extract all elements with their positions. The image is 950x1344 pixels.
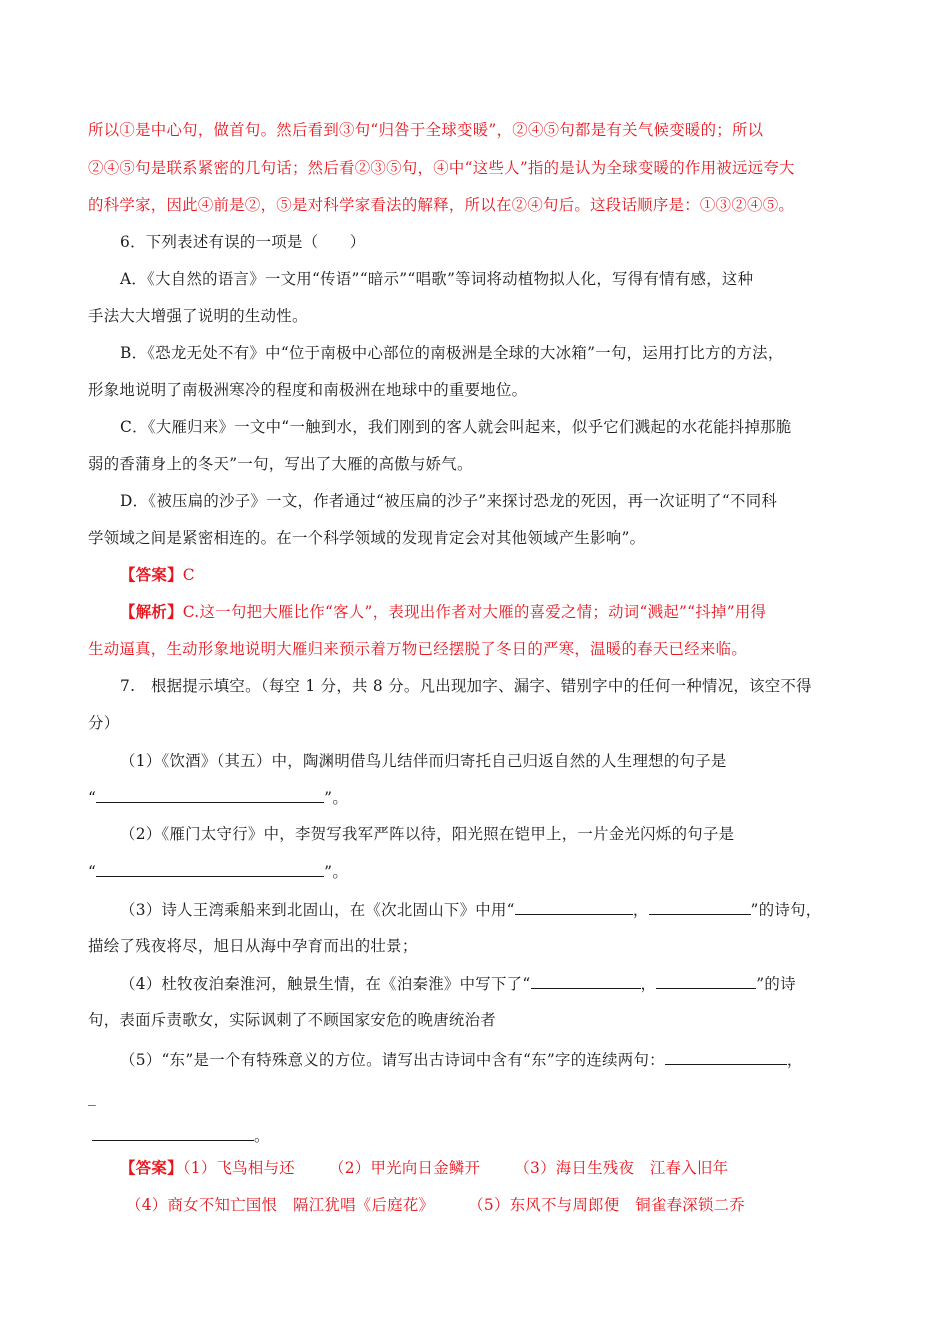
answer-5: （5）东风不与周郎便 铜雀春深锁二乔 — [468, 1196, 746, 1214]
q7-item-1-blank-line: “ ”。 — [88, 786, 862, 809]
q6-option-d: D．《被压扁的沙子》一文，作者通过“被压扁的沙子”来探讨恐龙的死因，再一次证明了“不同科 — [120, 492, 778, 510]
q7-stem-cont: 分） — [88, 714, 120, 732]
analysis-text: C.这一句把大雁比作“客人”，表现出作者对大雁的喜爱之情；动词“溅起”“抖掉”用得 — [182, 603, 767, 621]
answer-tag: 【答案】 — [120, 566, 183, 584]
q7-item-2-blank-line: “ ”。 — [88, 860, 862, 883]
q5-analysis-line: ②④⑤句是联系紧密的几句话；然后看②③⑤句，④中“这些人”指的是认为全球变暖的作用被远远夸大 — [88, 159, 795, 177]
q5-analysis-line: 所以①是中心句，做首句。然后看到③句“归咎于全球变暖”，②④⑤句都是有关气候变暖的；所以 — [88, 121, 764, 139]
q6-option-c-cont: 弱的香蒲身上的冬天”一句，写出了大雁的高傲与娇气。 — [88, 455, 473, 473]
q7-answer — [120, 1157, 862, 1179]
q6-analysis-cont: 生动逼真，生动形象地说明大雁归来预示着万物已经摆脱了冬日的严寒，温暖的春天已经来临。 — [88, 640, 748, 658]
fill-blank[interactable] — [96, 860, 324, 877]
q6-stem: 6．下列表述有误的一项是（ ） — [120, 233, 366, 251]
fill-blank[interactable] — [96, 786, 324, 803]
q6-option-d-cont: 学领域之间是紧密相连的。在一个科学领域的发现肯定会对其他领域产生影响”。 — [88, 529, 646, 547]
q6-option-b-cont: 形象地说明了南极洲寒冷的程度和南极洲在地球中的重要地位。 — [88, 381, 528, 399]
answer-3: （3）海日生残夜 江春入旧年 — [514, 1159, 729, 1177]
answer-1: （1）飞鸟相与还 — [182, 1159, 295, 1177]
q6-option-c: C．《大雁归来》一文中“一触到水，我们刚到的客人就会叫起来，似乎它们溅起的水花能抖掉那脆 — [120, 418, 792, 436]
q7-item-4: （4）杜牧夜泊秦淮河，触景生情，在《泊秦淮》中写下了“ ， ”的诗 — [120, 972, 862, 995]
q7-item-5-blank-line: 。 — [92, 1124, 862, 1147]
fill-blank[interactable] — [665, 1048, 787, 1065]
q7-item-5: （5）“东”是一个有特殊意义的方位。请写出古诗词中含有“东”字的连续两句： ， — [120, 1048, 862, 1071]
answer-4: （4）商女不知亡国恨 隔江犹唱《后庭花》 — [126, 1196, 435, 1214]
answer-value: C — [182, 566, 195, 584]
q7-item-1: （1）《饮酒》（其五）中，陶渊明借鸟儿结伴而归寄托自己归返自然的人生理想的句子是 — [120, 752, 727, 770]
q7-stem: 7. 根据提示填空。（每空 1 分，共 8 分。凡出现加字、漏字、错别字中的任何一种情况，该空不得 — [120, 677, 812, 695]
q5-analysis-line: 的科学家，因此④前是②，⑤是对科学家看法的解释，所以在②④句后。这段话顺序是：①③②④⑤。 — [88, 196, 795, 214]
q7-item-5-dash: _ — [88, 1088, 96, 1106]
answer-2: （2）甲光向日金鳞开 — [329, 1159, 481, 1177]
fill-blank[interactable] — [649, 898, 751, 915]
q7-item-4-cont: 句，表面斥责歌女，实际讽刺了不顾国家安危的晚唐统治者 — [88, 1011, 496, 1029]
fill-blank[interactable] — [656, 972, 756, 989]
q7-item-2: （2）《雁门太守行》中，李贺写我军严阵以待，阳光照在铠甲上，一片金光闪烁的句子是 — [120, 825, 735, 843]
q7-item-3: （3）诗人王湾乘船来到北固山，在《次北固山下》中用“ ， ”的诗句， — [120, 898, 862, 921]
fill-blank[interactable] — [515, 898, 633, 915]
q6-option-a-cont: 手法大大增强了说明的生动性。 — [88, 307, 308, 325]
q7-item-3-cont: 描绘了残夜将尽，旭日从海中孕育而出的壮景； — [88, 937, 418, 955]
fill-blank[interactable] — [531, 972, 641, 989]
fill-blank[interactable] — [92, 1124, 254, 1141]
q7-answer-cont — [126, 1194, 862, 1216]
analysis-tag: 【解析】 — [120, 603, 183, 621]
q6-option-b: B．《恐龙无处不有》中“位于南极中心部位的南极洲是全球的大冰箱”一句，运用打比方的方法， — [120, 344, 784, 362]
answer-tag: 【答案】 — [120, 1159, 183, 1177]
q6-analysis — [120, 601, 862, 623]
q6-option-a: A．《大自然的语言》一文用“传语”“暗示”“唱歌”等词将动植物拟人化，写得有情有感，这种 — [120, 270, 754, 288]
q6-answer — [120, 564, 862, 586]
